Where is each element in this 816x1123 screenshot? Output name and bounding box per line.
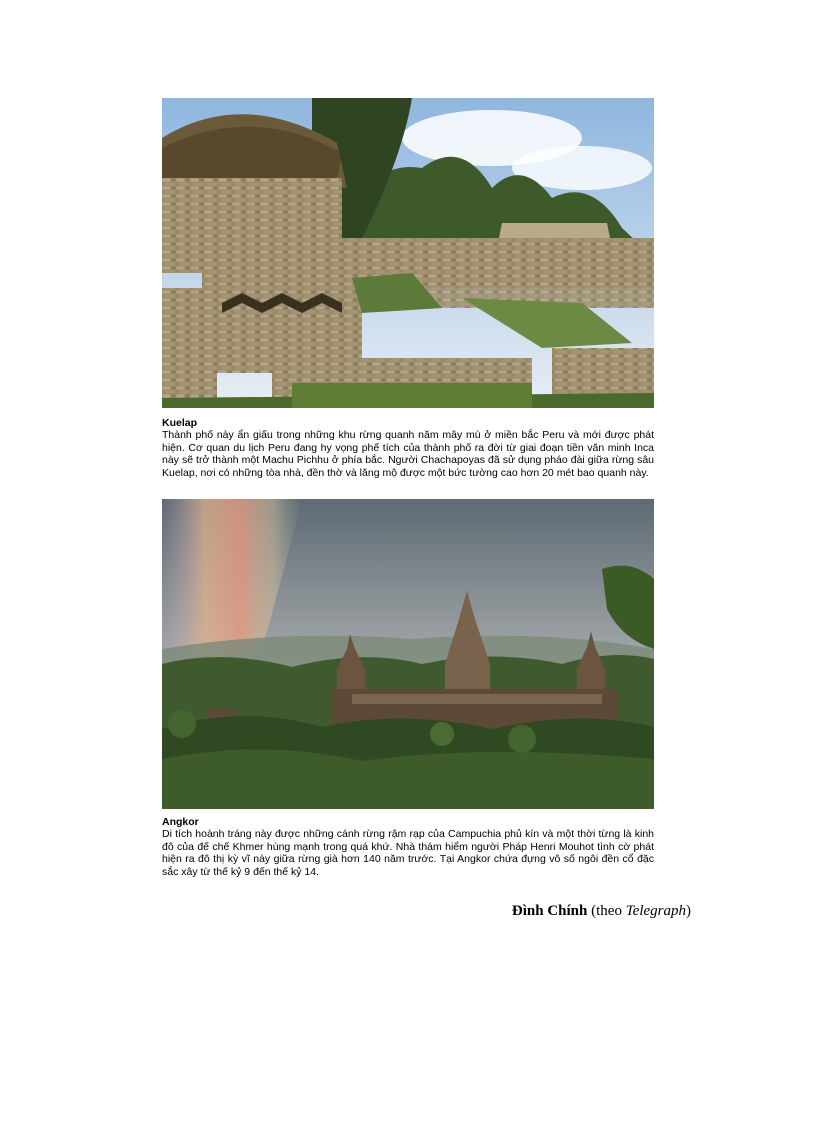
section-body: Di tích hoành tráng này được những cánh rừng rậm rạp của Campuchia phủ kín và một thời từng là kinh đô của đế chế Khmer hùng mạnh trong quá khứ. Nhà thám hiểm người Pháp Henri Mouhot tình cờ phát hiện ra đô thị kỳ vĩ này giữa rừng già hơn 140 năm trước. Tại Angkor chứa đựng vô số ngôi đền cổ đặc sắc xây từ thế kỷ 9 đến thế kỷ 14. (162, 828, 654, 878)
byline (512, 903, 691, 920)
byline-source: Telegraph (625, 903, 686, 919)
kuelap-photo (162, 98, 654, 408)
byline-prefix: (theo (591, 903, 626, 919)
angkor-photo (162, 499, 654, 809)
section-title: Angkor (162, 816, 199, 828)
section-title: Kuelap (162, 417, 198, 429)
angkor-caption (162, 816, 654, 878)
byline-author: Đình Chính (511, 903, 588, 919)
section-body: Thành phố này ẩn giấu trong những khu rừng quanh năm mây mù ở miền bắc Peru và mới được phát hiện. Cơ quan du lịch Peru đang hy vọng phế tích của thành phố ra đời từ giai đoạn tiền văn minh Inca này sẽ trở thành một Machu Pichhu ở phía bắc. Người Chachapoyas đã sử dụng pháo đài giữa rừng sâu Kuelap, nơi có những tòa nhà, đền thờ và lăng mộ được một bức tường cao hơn 20 mét bao quanh này. (162, 429, 654, 479)
byline-suffix: ) (686, 903, 691, 919)
kuelap-caption (162, 417, 654, 479)
